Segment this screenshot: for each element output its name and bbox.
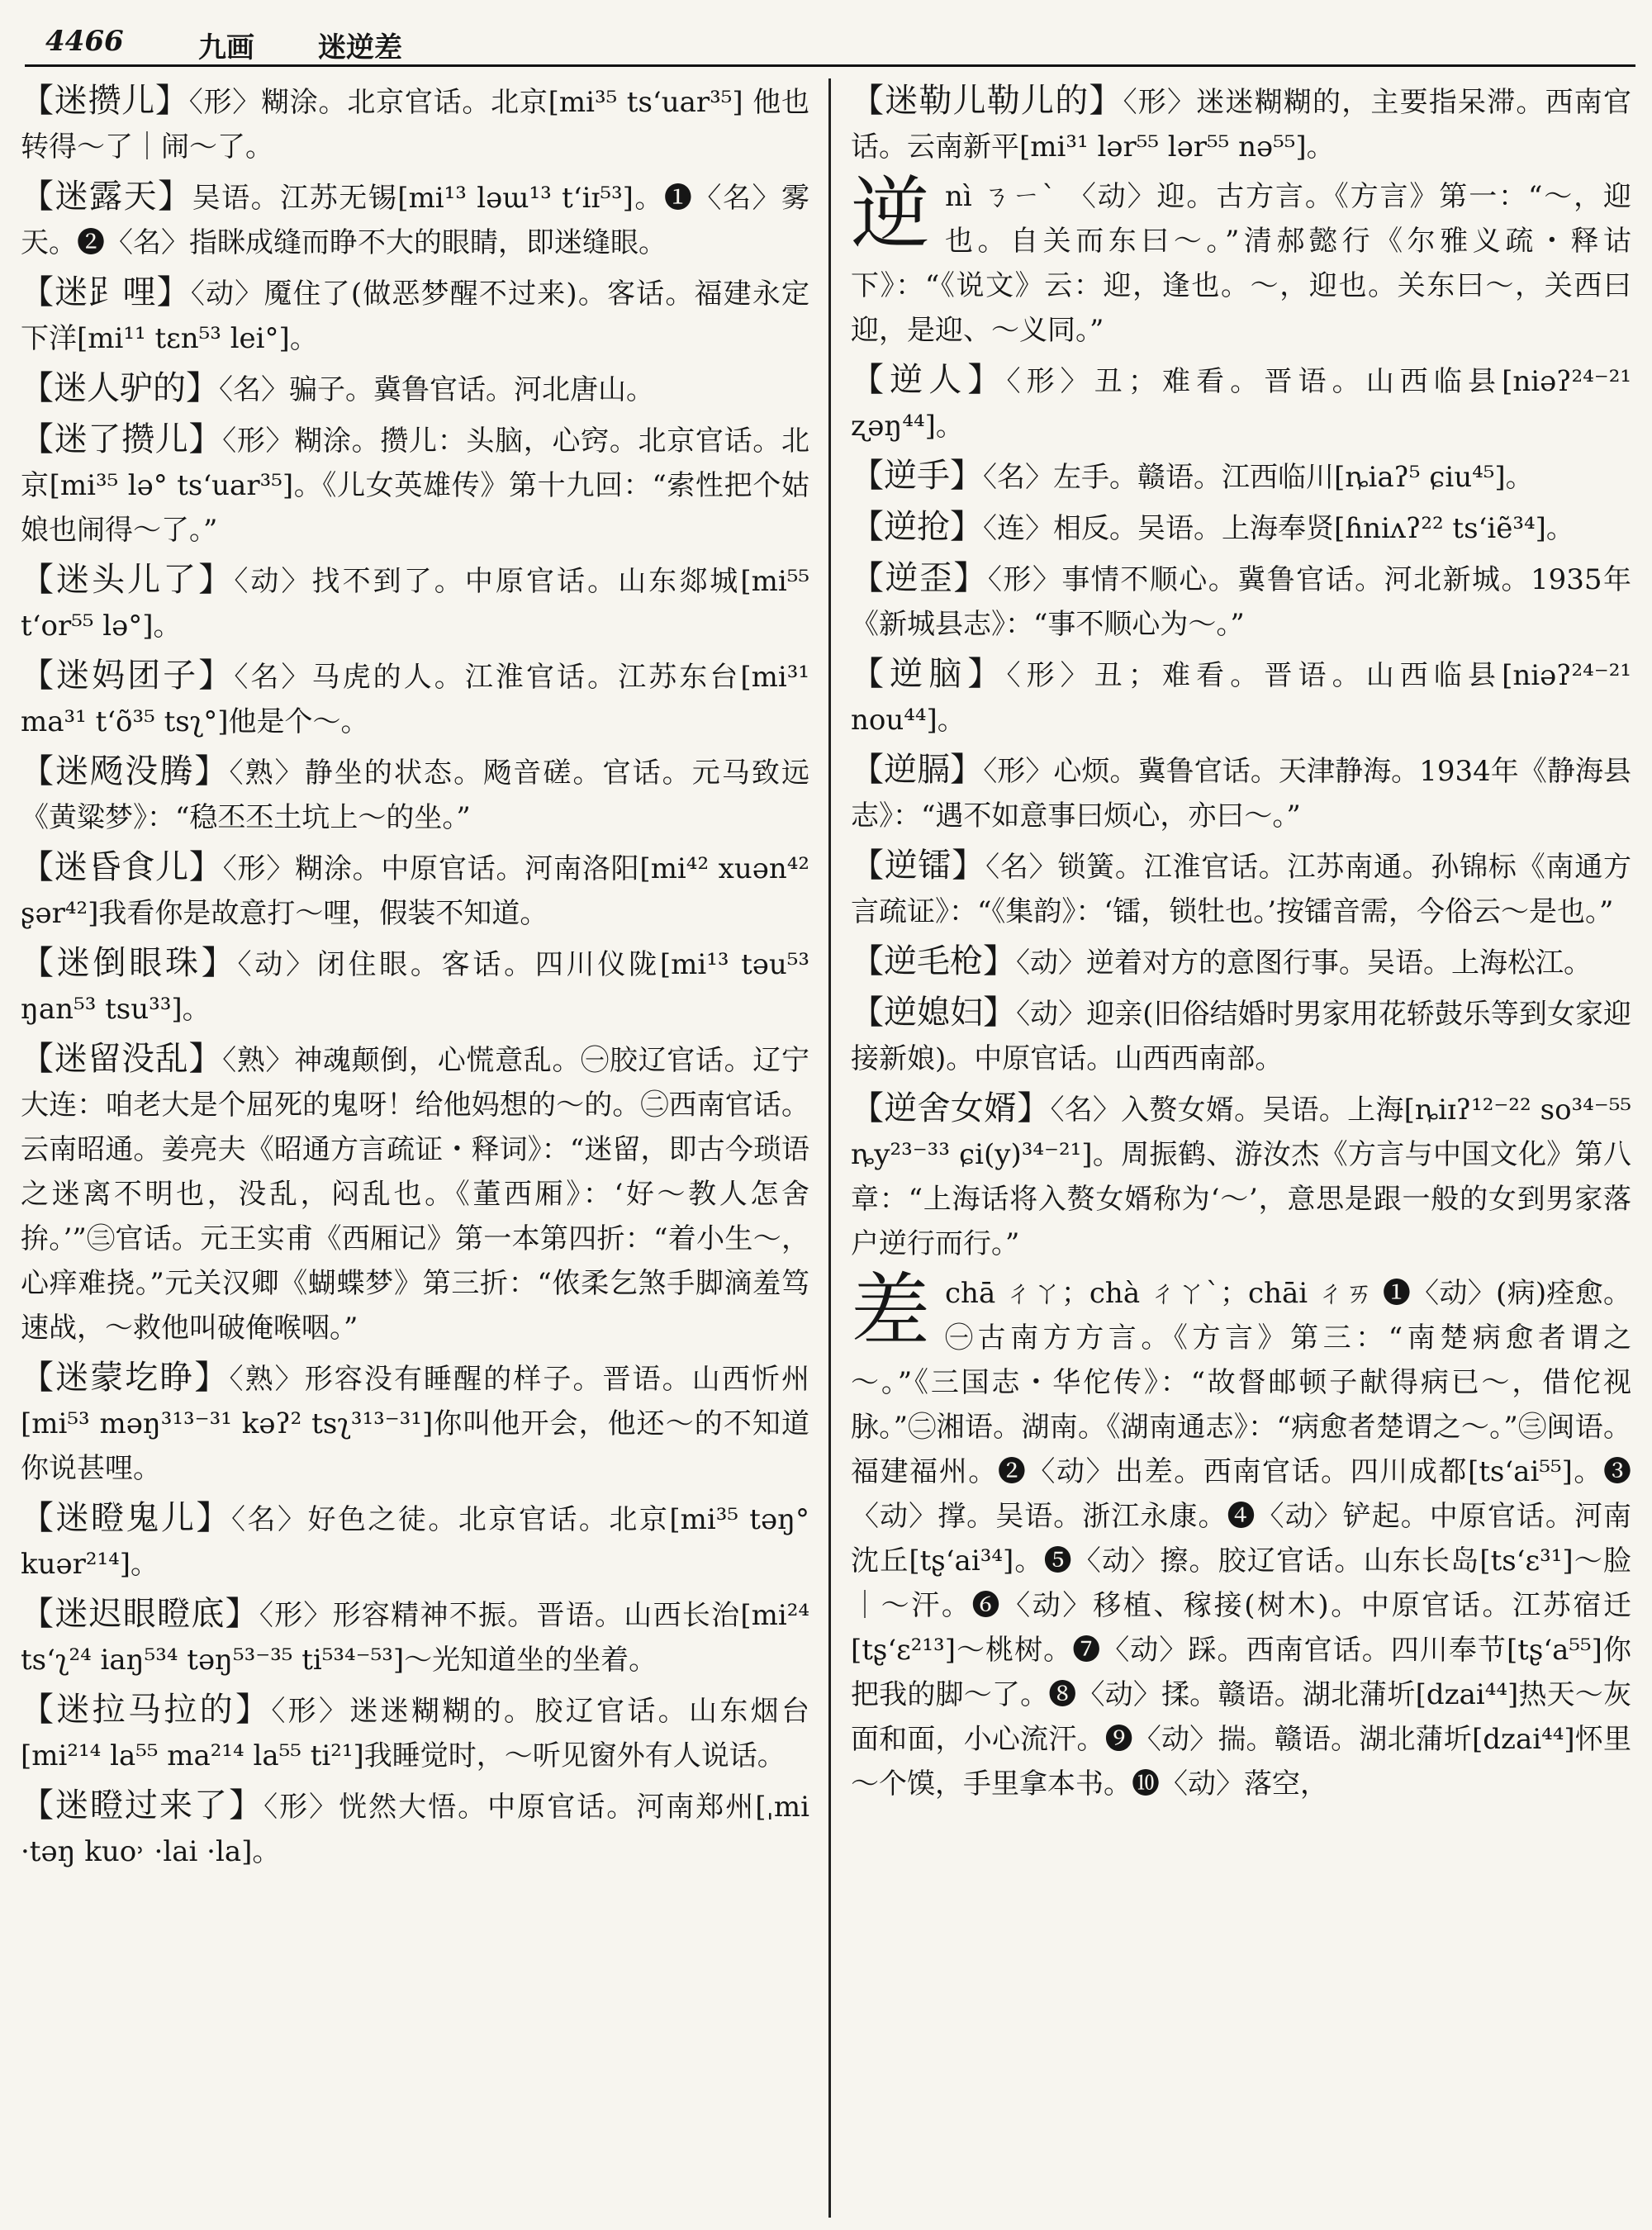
- entry-text: 〈形〉心烦。冀鲁官话。天津静海。1934年《静海县志》：“遇不如意事曰烦心，亦曰～。”: [851, 755, 1631, 833]
- entry: [21, 653, 809, 744]
- entry-text: 〈形〉事情不顺心。冀鲁官话。河北新城。1935年《新城县志》：“事不顺心为～。”: [851, 563, 1631, 641]
- entry-headword: 【逆人】: [851, 361, 1007, 399]
- entry-text: 〈名〉骗子。冀鲁官话。河北唐山。: [219, 373, 654, 406]
- entry: [21, 78, 809, 169]
- entry-text: ❶〈动〉(病)痊愈。㊀古南方方言。《方言》第三：“南楚病愈者谓之～。”《三国志・华佗传》：“故督邮顿子献得病已～，借佗视脉。”㊁湘语。湖南。《湖南通志》：“病愈者楚谓之～。”㊂闽语。福建福州。❷〈动〉出差。西南官话。四川成都[ts‘ai⁵⁵]。❸〈动〉撑。吴语。浙江永康。❹〈动〉铲起。中原官话。河南沈丘[tʂ‘ai³⁴]。❺〈动〉擦。胶辽官话。山东长岛[ts‘ɛ³¹]～脸｜～汗。❻〈动〉移植、稼接(树木)。中原官话。江苏宿迁[tʂ‘ɛ²¹³]～桃树。❼〈动〉踩。西南官话。四川奉节[tʂ‘a⁵⁵]你把我的脚～了。❽〈动〉揉。赣语。湖北蒲圻[dzai⁴⁴]热天～灰面和面，小心流汗。❾〈动〉揣。赣语。湖北蒲圻[dzai⁴⁴]怀里～个馍，手里拿本书。❿〈动〉落空，: [851, 1277, 1631, 1801]
- entry: [851, 358, 1631, 448]
- entry-text: 〈形〉糊涂。攒儿：头脑，心窍。北京官话。北京[mi³⁵ lə° ts‘uar³⁵]。《儿女英雄传》第十九回：“索性把个姑娘也闹得～了。”: [21, 425, 809, 547]
- entry: [21, 417, 809, 553]
- entry: [851, 990, 1631, 1081]
- entry-headword: 【迷蒙圪睁】: [21, 1359, 230, 1397]
- entry-reading: chā ㄔㄚ；chà ㄔㄚˋ；chāi ㄔㄞ: [945, 1277, 1374, 1310]
- page-header: [45, 18, 1615, 68]
- entry: [21, 1496, 809, 1587]
- character-entry: [851, 168, 1631, 353]
- entry-text: 〈动〉迎亲(旧俗结婚时男家用花轿鼓乐等到女家迎接新娘)。中原官话。山西西南部。: [851, 998, 1631, 1075]
- entry: [851, 78, 1631, 169]
- entry-text: 〈动〉找不到了。中原官话。山东郯城[mi⁵⁵ t‘or⁵⁵ lə°]。: [21, 565, 809, 643]
- entry-headword: 【迷倒眼珠】: [21, 944, 238, 982]
- entry-text: 〈名〉锁簧。江淮官话。江苏南通。孙锦标《南通方言疏证》：“《集韵》：‘镭，锁牡也。’按镭音需，今俗云～是也。”: [851, 851, 1631, 928]
- entry-text: 〈名〉入赘女婿。吴语。上海[ȵiɪʔ¹²⁻²² so³⁴⁻⁵⁵ ȵy²³⁻³³ ɕi(y)³⁴⁻²¹]。周振鹤、游汝杰《方言与中国文化》第八章：“上海话将入赘女婿称为‘～’，意思是跟一般的女到男家落户逆行而行。”: [851, 1094, 1631, 1260]
- entry-headword: 【迷留没乱】: [21, 1040, 223, 1078]
- entry: [851, 747, 1631, 838]
- entry-headword: 【迷飏没腾】: [21, 752, 230, 790]
- entry-text: 〈名〉左手。赣语。江西临川[ȵiaʔ⁵ ɕiu⁴⁵]。: [983, 461, 1534, 494]
- entry: [21, 1355, 809, 1491]
- entry-headword: 【逆媳妇】: [851, 994, 1017, 1032]
- entry: [21, 941, 809, 1032]
- entry-text: 〈名〉好色之徒。北京官话。北京[mi³⁵ təŋ° kuər²¹⁴]。: [21, 1503, 809, 1581]
- column-divider: [828, 78, 831, 2218]
- entry: [21, 558, 809, 648]
- entry-text: 〈连〉相反。吴语。上海奉贤[ɦniʌʔ²² ts‘iẽ³⁴]。: [983, 512, 1574, 545]
- entry-text: 〈形〉恍然大悟。中原官话。河南郑州[ˌmi ·təŋ kuo˒ ·lai ·la]。: [21, 1791, 809, 1868]
- entry-text: 〈熟〉静坐的状态。飏音磋。官话。元马致远《黄粱梦》：“稳丕丕土坑上～的坐。”: [21, 757, 809, 834]
- entry-headword: 【迷昏食儿】: [21, 848, 223, 886]
- entry-headword: 【迷迟眼瞪底】: [21, 1595, 259, 1633]
- entry-text: 〈动〉迎。古方言。《方言》第一：“～，迎也。自关而东曰～。”清郝懿行《尔雅义疏・释诂下》：“《说文》云：迎，逢也。～，迎也。关东曰～，关西曰迎，是迎、～义同。”: [851, 180, 1631, 347]
- entry-text: 吴语。江苏无锡[mi¹³ ləɯ¹³ t‘iɪ⁵³]。❶〈名〉雾天。❷〈名〉指眯成缝而睁不大的眼睛，即迷缝眼。: [21, 182, 809, 259]
- entry: [21, 366, 809, 412]
- entry-text: 〈熟〉形容没有睡醒的样子。晋语。山西忻州[mi⁵³ məŋ³¹³⁻³¹ kəʔ² tsʅ³¹³⁻³¹]你叫他开会，他还～的不知道你说甚哩。: [21, 1363, 809, 1485]
- entry-text: 〈形〉糊涂。中原官话。河南洛阳[mi⁴² xuən⁴² ʂər⁴²]我看你是故意打～哩，假装不知道。: [21, 852, 809, 930]
- entry-character: 逆: [851, 168, 930, 260]
- left-column: [21, 78, 809, 2213]
- entry-headword: 【迷了攒儿】: [21, 420, 223, 458]
- entry: [851, 505, 1631, 551]
- entry: [851, 843, 1631, 934]
- entry: [21, 845, 809, 936]
- right-column: [851, 78, 1631, 2213]
- entry-text: 〈名〉马虎的人。江淮官话。江苏东台[mi³¹ ma³¹ t‘õ³⁵ tsʅ°]他是个～。: [21, 661, 809, 738]
- entry-headword: 【逆脑】: [851, 655, 1007, 693]
- entry-headword: 【逆手】: [851, 457, 983, 495]
- entry-headword: 【迷攒儿】: [21, 82, 189, 120]
- character-entry: [851, 1264, 1631, 1806]
- entry-text: 〈形〉丑；难看。晋语。山西临县[niəʔ²⁴⁻²¹ ʐəŋ⁴⁴]。: [851, 365, 1631, 443]
- entry-text: 〈形〉丑；难看。晋语。山西临县[niəʔ²⁴⁻²¹ nou⁴⁴]。: [851, 659, 1631, 737]
- entry-headword: 【迷露天】: [21, 178, 192, 216]
- entry-text: 〈熟〉神魂颠倒，心慌意乱。㊀胶辽官话。辽宁大连：咱老大是个屈死的鬼呀！给他妈想的～的。㊁西南官话。云南昭通。姜亮夫《昭通方言疏证・释词》：“迷留，即古今琐语之迷离不明也，没乱，闷乱也。《董西厢》：‘好～教人怎舍拚。’”㊂官话。元王实甫《西厢记》第一本第四折：“着小生～，心痒难挠。”元关汉卿《蝴蝶梦》第三折：“侬柔乞煞手脚滴羞笃速战，～救他叫破俺喉咽。”: [21, 1044, 809, 1345]
- page-number: 4466: [45, 25, 124, 58]
- section-title: 九画: [198, 31, 254, 64]
- entry-headword: 【逆毛枪】: [851, 942, 1016, 980]
- entry-text: 〈形〉形容精神不振。晋语。山西长治[mi²⁴ ts‘ʅ²⁴ iaŋ⁵³⁴ təŋ⁵³⁻³⁵ ti⁵³⁴⁻⁵³]～光知道坐的坐着。: [21, 1599, 809, 1677]
- entry-text: 〈形〉糊涂。北京官话。北京[mi³⁵ ts‘uar³⁵] 他也转得～了｜闹～了。: [21, 86, 809, 164]
- entry-character: 差: [851, 1264, 930, 1357]
- entry-headword: 【迷𧾷哩】: [21, 273, 191, 311]
- entry: [21, 1687, 809, 1778]
- entry-text: 〈动〉逆着对方的意图行事。吴语。上海松江。: [1016, 947, 1592, 980]
- entry-text: 〈形〉迷迷糊糊的。胶辽官话。山东烟台[mi²¹⁴ la⁵⁵ ma²¹⁴ la⁵⁵ ti²¹]我睡觉时，～听见窗外有人说话。: [21, 1695, 809, 1772]
- entry-text: 〈动〉闭住眼。客话。四川仪陇[mi¹³ təu⁵³ ŋan⁵³ tsu³³]。: [21, 948, 809, 1026]
- entry-headword: 【迷人驴的】: [21, 369, 219, 407]
- entry-headword: 【逆舍女婿】: [851, 1089, 1051, 1127]
- entry: [21, 1037, 809, 1350]
- header-rule: [25, 64, 1635, 67]
- entry-headword: 【迷瞪鬼儿】: [21, 1499, 231, 1537]
- entry: [21, 270, 809, 361]
- entry: [851, 556, 1631, 647]
- entry-headword: 【迷瞪过来了】: [21, 1786, 264, 1824]
- entry-headword: 【迷拉马拉的】: [21, 1691, 272, 1729]
- entry-headword: 【迷妈团子】: [21, 657, 235, 695]
- entry: [851, 652, 1631, 743]
- entry-headword: 【迷头儿了】: [21, 561, 235, 599]
- entry-headword: 【逆镭】: [851, 847, 986, 885]
- entry: [851, 453, 1631, 500]
- entry-headword: 【迷勒儿勒儿的】: [851, 82, 1123, 120]
- entry-reading: nì ㄋㄧˋ: [945, 180, 1058, 213]
- entry-headword: 【逆膈】: [851, 751, 984, 789]
- entry: [21, 1783, 809, 1874]
- entry-headword: 【逆抢】: [851, 508, 983, 546]
- entry: [21, 749, 809, 840]
- entry: [21, 1592, 809, 1682]
- entry-headword: 【逆歪】: [851, 559, 988, 597]
- head-words: 迷逆差: [318, 31, 402, 64]
- entry-text: 〈形〉迷迷糊糊的，主要指呆滞。西南官话。云南新平[mi³¹ lər⁵⁵ lər⁵⁵ nə⁵⁵]。: [851, 86, 1631, 164]
- entry: [851, 939, 1631, 985]
- entry: [851, 1086, 1631, 1266]
- entry: [21, 174, 809, 265]
- entry-text: 〈动〉魇住了(做恶梦醒不过来)。客话。福建永定下洋[mi¹¹ tɛn⁵³ lei°]。: [21, 278, 809, 355]
